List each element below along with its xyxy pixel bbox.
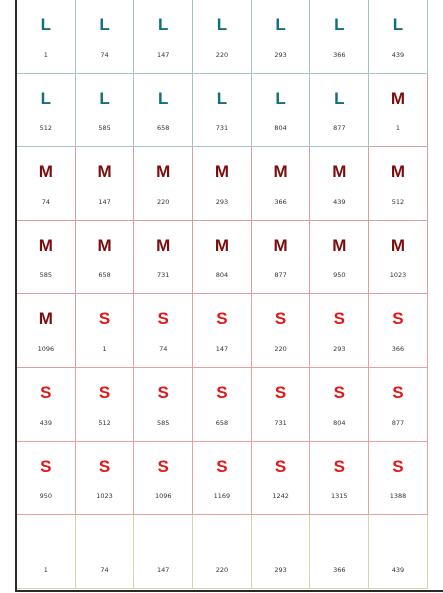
label-cell xyxy=(252,515,311,589)
label-cell xyxy=(193,0,252,74)
label-cell xyxy=(17,368,76,442)
size-letter: S xyxy=(392,309,404,329)
label-cell xyxy=(76,294,135,368)
size-letter: L xyxy=(334,88,345,108)
size-letter: L xyxy=(216,88,228,108)
label-number: 74 xyxy=(41,197,50,206)
label-number: 1242 xyxy=(272,492,289,501)
label-cell xyxy=(17,0,76,74)
label-number: 366 xyxy=(391,344,405,353)
label-cell xyxy=(310,74,369,148)
size-letter: S xyxy=(40,456,52,476)
label-cell xyxy=(193,442,252,516)
size-letter: S xyxy=(274,382,287,402)
label-cell xyxy=(17,294,76,368)
label-cell xyxy=(310,147,369,221)
label-cell xyxy=(252,221,311,295)
size-letter: S xyxy=(274,456,287,476)
label-number: 1023 xyxy=(96,492,113,501)
size-letter: M xyxy=(273,235,288,255)
label-cell xyxy=(252,442,311,516)
label-number: 439 xyxy=(333,197,346,206)
label-number: 877 xyxy=(274,271,287,280)
label-cell xyxy=(310,294,369,368)
label-number: 731 xyxy=(215,124,229,133)
size-letter: S xyxy=(392,382,404,402)
label-cell xyxy=(76,221,135,295)
label-cell xyxy=(310,515,369,589)
size-letter: L xyxy=(275,15,286,34)
label-cell xyxy=(369,221,428,295)
label-cell xyxy=(193,294,252,368)
label-cell xyxy=(17,74,76,148)
label-number: 512 xyxy=(39,124,53,133)
size-letter: S xyxy=(216,456,228,476)
label-cell xyxy=(252,147,311,221)
label-cell xyxy=(369,294,428,368)
size-letter: S xyxy=(40,382,52,402)
label-number: 293 xyxy=(274,50,287,59)
size-letter: S xyxy=(157,309,169,329)
label-cell xyxy=(252,294,311,368)
size-letter: M xyxy=(390,88,406,108)
label-cell xyxy=(17,221,76,295)
size-letter: L xyxy=(275,88,286,108)
label-number: 74 xyxy=(100,50,109,59)
label-number: 293 xyxy=(274,565,287,574)
label-cell xyxy=(134,515,193,589)
size-letter: M xyxy=(156,235,171,255)
label-number: 1096 xyxy=(37,344,55,353)
label-number: 1 xyxy=(395,124,401,133)
label-number: 658 xyxy=(157,124,170,133)
size-letter: M xyxy=(214,162,229,182)
size-letter: S xyxy=(157,456,169,476)
size-letter: L xyxy=(334,15,345,34)
size-letter: S xyxy=(333,309,345,329)
label-number: 366 xyxy=(333,565,346,574)
label-number: 1096 xyxy=(154,492,172,501)
label-number: 1023 xyxy=(389,271,407,280)
label-number: 877 xyxy=(333,124,346,133)
label-number: 439 xyxy=(391,50,405,59)
label-number: 366 xyxy=(333,50,346,59)
size-letter: M xyxy=(214,235,229,255)
size-letter: M xyxy=(38,309,53,329)
label-cell xyxy=(134,221,193,295)
label-cell xyxy=(134,442,193,516)
label-number: 147 xyxy=(157,565,170,574)
label-number: 293 xyxy=(215,197,229,206)
size-letter: M xyxy=(332,235,347,255)
label-number: 220 xyxy=(215,565,229,574)
size-letter: L xyxy=(158,88,169,108)
label-cell xyxy=(369,147,428,221)
label-cell xyxy=(193,515,252,589)
label-number: 366 xyxy=(274,197,287,206)
label-cell xyxy=(17,442,76,516)
label-cell xyxy=(310,368,369,442)
label-number: 731 xyxy=(157,271,170,280)
size-letter: S xyxy=(98,309,111,329)
label-number: 220 xyxy=(274,344,287,353)
size-letter: L xyxy=(392,15,404,34)
label-cell xyxy=(76,74,135,148)
label-number: 804 xyxy=(215,271,229,280)
label-number: 1 xyxy=(43,565,48,574)
label-number: 658 xyxy=(215,418,229,427)
label-number: 147 xyxy=(98,197,111,206)
size-letter: M xyxy=(390,235,406,255)
label-cell xyxy=(193,147,252,221)
label-number: 293 xyxy=(333,344,346,353)
label-cell xyxy=(369,515,428,589)
label-cell xyxy=(193,221,252,295)
label-cell xyxy=(310,221,369,295)
size-letter: L xyxy=(158,15,169,34)
label-number: 1 xyxy=(102,344,107,353)
label-cell xyxy=(134,74,193,148)
label-number: 950 xyxy=(333,271,346,280)
label-cell xyxy=(310,442,369,516)
size-letter: L xyxy=(99,15,110,34)
label-sheet xyxy=(15,0,442,590)
size-letter: M xyxy=(97,162,112,182)
size-letter: S xyxy=(98,456,111,476)
label-number: 877 xyxy=(391,418,405,427)
size-letter: S xyxy=(333,456,345,476)
label-cell xyxy=(76,515,135,589)
label-number: 147 xyxy=(215,344,229,353)
label-number: 512 xyxy=(391,197,405,206)
sheet-bottom-edge xyxy=(15,590,443,592)
label-number: 950 xyxy=(39,492,53,501)
size-letter: S xyxy=(333,382,345,402)
label-number: 147 xyxy=(157,50,170,59)
size-letter: S xyxy=(98,382,111,402)
size-letter: M xyxy=(97,235,112,255)
size-letter: M xyxy=(38,162,53,182)
size-letter: M xyxy=(273,162,288,182)
label-cell xyxy=(252,368,311,442)
label-cell xyxy=(193,74,252,148)
label-number: 804 xyxy=(333,418,346,427)
label-cell xyxy=(134,294,193,368)
label-cell xyxy=(76,368,135,442)
size-letter: L xyxy=(40,88,52,108)
label-number: 439 xyxy=(391,565,405,574)
label-number: 439 xyxy=(39,418,53,427)
label-grid xyxy=(17,0,442,590)
label-cell xyxy=(310,0,369,74)
label-number: 804 xyxy=(274,124,287,133)
label-cell xyxy=(369,74,428,148)
label-cell xyxy=(252,74,311,148)
size-letter: M xyxy=(156,162,171,182)
size-letter: S xyxy=(274,309,287,329)
size-letter: L xyxy=(99,88,110,108)
label-cell xyxy=(17,515,76,589)
label-cell xyxy=(369,368,428,442)
label-number: 1388 xyxy=(389,492,407,501)
size-letter: L xyxy=(40,15,52,34)
label-number: 74 xyxy=(100,565,109,574)
label-cell xyxy=(76,0,135,74)
label-number: 220 xyxy=(215,50,229,59)
size-letter: L xyxy=(216,15,228,34)
size-letter: S xyxy=(216,382,228,402)
label-cell xyxy=(76,442,135,516)
size-letter: S xyxy=(392,456,404,476)
label-cell xyxy=(193,368,252,442)
label-number: 658 xyxy=(98,271,111,280)
label-cell xyxy=(17,147,76,221)
label-cell xyxy=(134,368,193,442)
label-number: 585 xyxy=(39,271,53,280)
label-number: 74 xyxy=(159,344,168,353)
label-number: 731 xyxy=(274,418,287,427)
size-letter: S xyxy=(216,309,228,329)
label-cell xyxy=(134,0,193,74)
label-number: 1315 xyxy=(331,492,348,501)
label-number: 1169 xyxy=(213,492,231,501)
label-cell xyxy=(369,0,428,74)
size-letter: M xyxy=(390,162,406,182)
label-number: 512 xyxy=(98,418,111,427)
label-number: 220 xyxy=(157,197,170,206)
label-cell xyxy=(134,147,193,221)
label-number: 585 xyxy=(157,418,170,427)
label-cell xyxy=(369,442,428,516)
size-letter: M xyxy=(332,162,347,182)
label-number: 1 xyxy=(43,50,48,59)
label-cell xyxy=(76,147,135,221)
size-letter: M xyxy=(38,235,53,255)
label-number: 585 xyxy=(98,124,111,133)
size-letter: S xyxy=(157,382,169,402)
label-cell xyxy=(252,0,311,74)
